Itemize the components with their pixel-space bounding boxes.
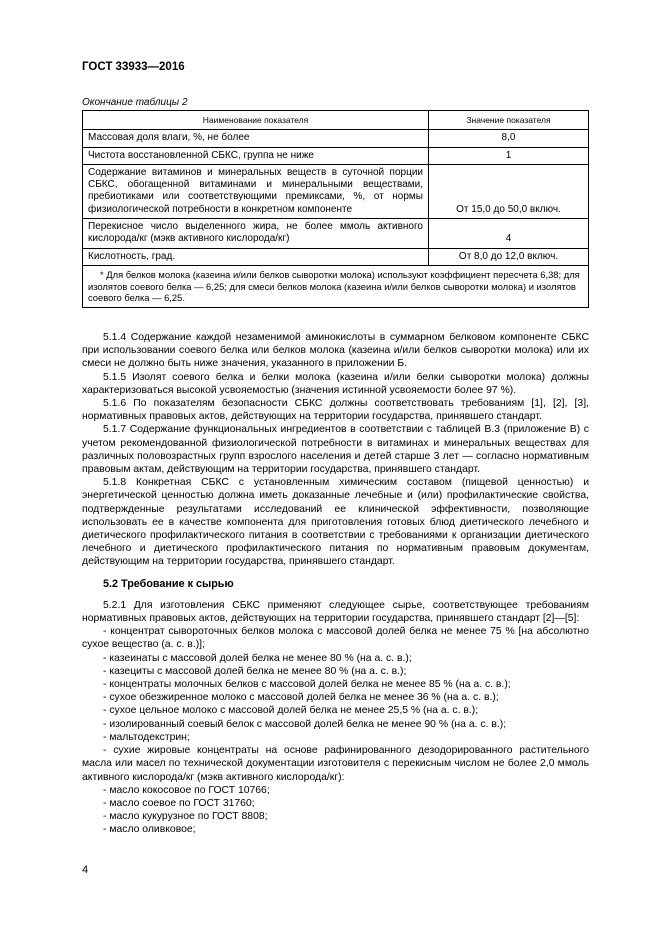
list-item: - концентраты молочных белков с массовой долей белка не менее 85 % (на а. с. в.);: [103, 679, 511, 691]
table-header-value: Значение показателя: [429, 111, 589, 130]
table-footnote-row: [83, 265, 589, 307]
list-item: - сухое обезжиренное молоко с массовой долей белка не менее 36 % (на а. с. в.);: [103, 692, 499, 704]
paragraph-5-2-1: 5.2.1 Для изготовления СБКС применяют следующее сырье, соответствующее требованиям нормативных правовых актов, действующих на территории государства, принявшего стандарт [2]—[5]:: [82, 599, 589, 625]
list-item: - масло кокосовое по ГОСТ 10766;: [103, 784, 270, 796]
list-item: - казециты с массовой долей белка не менее 80 % (на а. с. в.);: [103, 665, 407, 677]
row-value: От 8,0 до 12,0 включ.: [429, 248, 589, 265]
table-caption: Окончание таблицы 2: [82, 97, 188, 108]
list-item: - сухое цельное молоко с массовой долей белка не менее 25,5 % (на а. с. в.);: [103, 705, 479, 717]
table-row: [83, 130, 589, 147]
footnote-text: * Для белков молока (казеина и/или белков сыворотки молока) используют коэффициент пересчета 6,38; для изолятов соевого белка — 6,25; для смеси белков молока (казеина и/или белков сыворотки молока) и изолятов соевого белка — 6,25.: [88, 268, 580, 304]
list-item: - мальтодекстрин;: [103, 731, 190, 743]
list-item: - изолированный соевый белок с массовой долей белка не менее 90 % (на а. с. в.);: [103, 718, 507, 730]
row-value: 8,0: [429, 130, 589, 147]
list-item: - концентрат сывороточных белков молока с массовой долей белка не менее 75 % [на абсолютно сухое вещество (а. с. в.)];: [82, 626, 589, 651]
paragraph-5-1-8: 5.1.8 Конкретная СБКС с установленным химическим составом (пищевой ценностью) и энергетической ценностью должна иметь доказанные лечебные и (или) профилактические свойства, подтвержденные результатами исследований ее клинической эффективности, позволяющие использовать ее в качестве компонента для приготовления готовых блюд диетического лечебного и диетического профилактического питания в соответствии с требованиями к организации диетического лечебного и диетического профилактического питания по нормативным правовым документам, действующим на территории государства, принявшего стандарт.: [82, 477, 589, 568]
list-item: - масло оливковое;: [103, 824, 196, 836]
list-item: - масло кукурузное по ГОСТ 8808;: [103, 811, 268, 823]
list-item: - сухие жировые концентраты на основе рафинированного дезодорированного растительного масла или масел по технической документации изготовителя с перекисным числом не более 2,0 ммоль активного кислорода/кг (мэкв активного кислорода/кг):: [82, 745, 589, 783]
page-number: 4: [82, 864, 89, 876]
table-row: [83, 219, 589, 249]
list-item: - масло соевое по ГОСТ 31760;: [103, 797, 255, 809]
paragraph-5-1-6: 5.1.6 По показателям безопасности СБКС должны соответствовать требованиям [1], [2], [3], нормативных правовых актов, действующих на территории государства, принявшего стандарт.: [82, 398, 589, 423]
row-value: 1: [429, 147, 589, 164]
body-text: [82, 331, 589, 837]
section-title: 5.2 Требование к сырью: [103, 577, 234, 590]
list-item: - казеинаты с массовой долей белка не менее 80 % (на а. с. в.);: [103, 652, 412, 664]
paragraph-5-1-4: 5.1.4 Содержание каждой незаменимой аминокислоты в суммарном белковом компоненте СБКС при использовании соевого белка или белков молока (казеина и/или белков сыворотки молока) или их смеси не должно быть ниже значения, указанного в приложении Б.: [82, 332, 589, 370]
row-name: Содержание витаминов и минеральных веществ в суточной порции СБКС, обогащенной витаминами и минеральными веществами, пребиотиками или соответствующими премиксами, %, от нормы физиологической потребности в конкретном компоненте: [83, 164, 429, 218]
row-name: Перекисное число выделенного жира, не более ммоль активного кислорода/кг (мэкв активного кислорода/кг): [83, 219, 429, 249]
table-row: [83, 248, 589, 265]
raw-material-list: [82, 625, 589, 836]
paragraph-5-1-7: 5.1.7 Содержание функциональных ингредиентов в соответствии с таблицей В.3 (приложение В) с учетом рекомендованной физиологической потребности в витаминах и минеральных веществах для различных половозрастных групп взрослого населения и детей старше 3 лет — согласно нормативным правовым актам, действующим на территории государства, принявшего стандарт.: [82, 424, 589, 476]
page-header: ГОСТ 33933—2016: [82, 61, 185, 73]
row-value: 4: [429, 219, 589, 249]
table-footnote: [83, 265, 589, 307]
row-value: От 15,0 до 50,0 включ.: [429, 164, 589, 218]
paragraph-5-1-5: 5.1.5 Изолят соевого белка и белки молока (казеина и/или белки сыворотки молока) должны характеризоваться высокой усвояемостью (значения истинной усвояемости более 97 %).: [82, 371, 589, 396]
spec-table: [82, 110, 589, 308]
row-name: Кислотность, град.: [83, 248, 429, 265]
row-name: Чистота восстановленной СБКС, группа не ниже: [83, 147, 429, 164]
table-header-name: Наименование показателя: [83, 111, 429, 130]
table-row: [83, 147, 589, 164]
row-name: Массовая доля влаги, %, не более: [83, 130, 429, 147]
table-row: [83, 164, 589, 218]
